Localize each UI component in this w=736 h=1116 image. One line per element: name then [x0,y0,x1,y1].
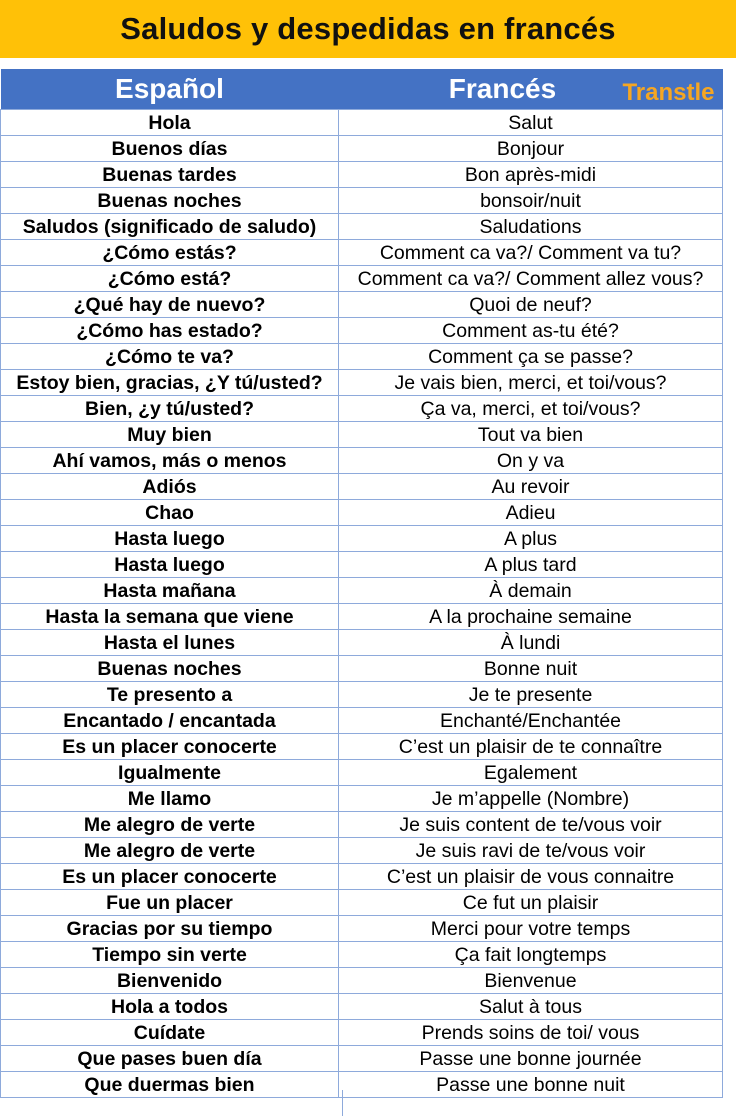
french-phrase: Prends soins de toi/ vous [339,1020,723,1046]
spanish-phrase: ¿Cómo has estado? [1,318,339,344]
spanish-phrase: Muy bien [1,422,339,448]
french-phrase: À lundi [339,630,723,656]
spanish-phrase: Gracias por su tiempo [1,916,339,942]
french-phrase: A plus tard [339,552,723,578]
table-row [1,786,723,812]
table-row [1,240,723,266]
brand-logo: Transtle [622,79,715,106]
table-row [1,734,723,760]
spanish-phrase: Igualmente [1,760,339,786]
table-row [1,994,723,1020]
spanish-phrase: Hola a todos [1,994,339,1020]
table-row [1,942,723,968]
spanish-phrase: Bien, ¿y tú/usted? [1,396,339,422]
french-phrase: Bonjour [339,136,723,162]
table-row [1,110,723,136]
table-row [1,526,723,552]
table-row [1,344,723,370]
spanish-phrase: Hasta luego [1,526,339,552]
spanish-phrase: Hasta el lunes [1,630,339,656]
french-phrase: Egalement [339,760,723,786]
spanish-phrase: Estoy bien, gracias, ¿Y tú/usted? [1,370,339,396]
table-row [1,708,723,734]
french-phrase: Bonne nuit [339,656,723,682]
page-title: Saludos y despedidas en francés [120,11,616,46]
table-row [1,812,723,838]
spanish-phrase: Cuídate [1,1020,339,1046]
spanish-phrase: Buenas noches [1,188,339,214]
french-phrase: Je te presente [339,682,723,708]
table-row [1,916,723,942]
table-row [1,890,723,916]
spanish-phrase: Tiempo sin verte [1,942,339,968]
french-phrase: bonsoir/nuit [339,188,723,214]
french-phrase: Je m’appelle (Nombre) [339,786,723,812]
spanish-phrase: Buenas noches [1,656,339,682]
french-phrase: Comment ca va?/ Comment allez vous? [339,266,723,292]
phrase-table [0,69,723,1098]
header-spanish: Español [1,69,339,110]
french-phrase: Quoi de neuf? [339,292,723,318]
spanish-phrase: Buenos días [1,136,339,162]
table-row [1,760,723,786]
french-phrase: Tout va bien [339,422,723,448]
spanish-phrase: Es un placer conocerte [1,734,339,760]
table-row [1,968,723,994]
spanish-phrase: ¿Cómo estás? [1,240,339,266]
table-row [1,136,723,162]
french-phrase: A la prochaine semaine [339,604,723,630]
spanish-phrase: Hasta luego [1,552,339,578]
divider [342,1090,343,1116]
french-phrase: Ça fait longtemps [339,942,723,968]
table-row [1,292,723,318]
spanish-phrase: Que duermas bien [1,1072,339,1098]
table-row [1,474,723,500]
table-body [1,110,723,1098]
table-row [1,656,723,682]
table-row [1,604,723,630]
french-phrase: Je suis content de te/vous voir [339,812,723,838]
table-row [1,1020,723,1046]
french-phrase: On y va [339,448,723,474]
table-row [1,370,723,396]
spanish-phrase: Hasta la semana que viene [1,604,339,630]
spanish-phrase: Me alegro de verte [1,812,339,838]
french-phrase: Merci pour votre temps [339,916,723,942]
table-row [1,1072,723,1098]
spanish-phrase: Chao [1,500,339,526]
french-phrase: A plus [339,526,723,552]
french-phrase: Saludations [339,214,723,240]
spanish-phrase: Ahí vamos, más o menos [1,448,339,474]
french-phrase: Salut à tous [339,994,723,1020]
spanish-phrase: Fue un placer [1,890,339,916]
french-phrase: Salut [339,110,723,136]
table-row [1,162,723,188]
french-phrase: Ce fut un plaisir [339,890,723,916]
french-phrase: Je vais bien, merci, et toi/vous? [339,370,723,396]
table-header-row [1,69,723,110]
french-phrase: Passe une bonne journée [339,1046,723,1072]
title-bar [0,0,736,58]
french-phrase: Comment ça se passe? [339,344,723,370]
spanish-phrase: Hasta mañana [1,578,339,604]
table-row [1,448,723,474]
spanish-phrase: Me llamo [1,786,339,812]
french-phrase: Bienvenue [339,968,723,994]
spanish-phrase: Bienvenido [1,968,339,994]
french-phrase: Comment as-tu été? [339,318,723,344]
spanish-phrase: Te presento a [1,682,339,708]
table-row [1,188,723,214]
french-phrase: À demain [339,578,723,604]
table-row [1,396,723,422]
table-row [1,214,723,240]
french-phrase: Passe une bonne nuit [339,1072,723,1098]
spanish-phrase: Adiós [1,474,339,500]
french-phrase: Bon après-midi [339,162,723,188]
french-phrase: Au revoir [339,474,723,500]
table-row [1,838,723,864]
table-row [1,552,723,578]
table-row [1,630,723,656]
french-phrase: Adieu [339,500,723,526]
table-row [1,318,723,344]
spanish-phrase: Es un placer conocerte [1,864,339,890]
spanish-phrase: Encantado / encantada [1,708,339,734]
header-french: Francés [448,73,557,104]
table-row [1,864,723,890]
spanish-phrase: Que pases buen día [1,1046,339,1072]
french-phrase: C’est un plaisir de te connaître [339,734,723,760]
table-row [1,578,723,604]
spanish-phrase: ¿Cómo te va? [1,344,339,370]
spanish-phrase: Hola [1,110,339,136]
french-phrase: Enchanté/Enchantée [339,708,723,734]
spanish-phrase: Me alegro de verte [1,838,339,864]
spanish-phrase: ¿Cómo está? [1,266,339,292]
table-row [1,266,723,292]
table-row [1,1046,723,1072]
table-row [1,422,723,448]
french-phrase: Ça va, merci, et toi/vous? [339,396,723,422]
table-row [1,500,723,526]
spanish-phrase: ¿Qué hay de nuevo? [1,292,339,318]
header-french-cell [339,69,723,110]
table-row [1,682,723,708]
french-phrase: Comment ca va?/ Comment va tu? [339,240,723,266]
french-phrase: Je suis ravi de te/vous voir [339,838,723,864]
french-phrase: C’est un plaisir de vous connaitre [339,864,723,890]
spanish-phrase: Saludos (significado de saludo) [1,214,339,240]
spanish-phrase: Buenas tardes [1,162,339,188]
